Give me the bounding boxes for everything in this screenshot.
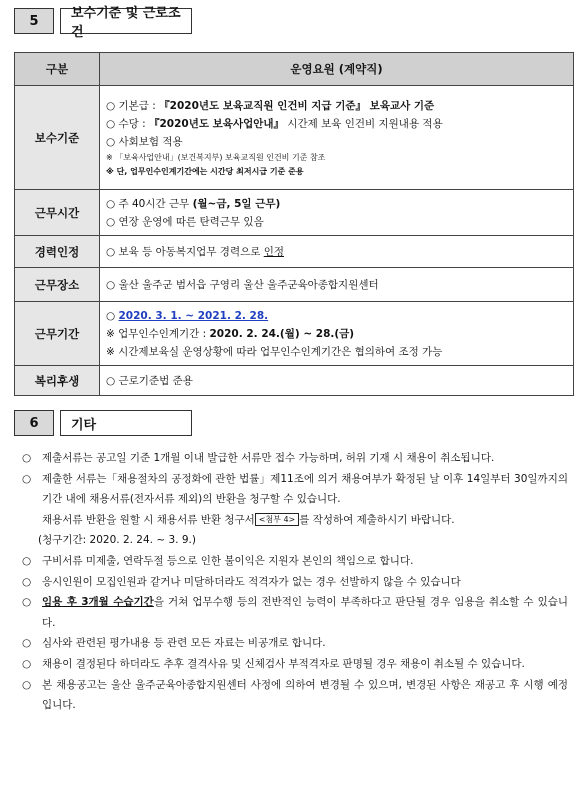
pay-line-2-prefix: ○ 수당 : (106, 117, 149, 130)
row-body-career (100, 236, 574, 268)
section-6-title: 기타 (60, 410, 192, 436)
period-line-3: ※ 시간제보육실 운영상황에 따라 업무인수인계기간은 협의하여 조정 가능 (106, 345, 443, 358)
pay-line-2 (106, 115, 567, 133)
place-line-1: ○ 울산 울주군 범서읍 구영리 울산 울주군육아종합지원센터 (106, 278, 379, 291)
row-label-period: 근무기간 (15, 302, 100, 366)
row-label-pay: 보수기준 (15, 86, 100, 190)
pay-line-3: ○ 사회보험 적용 (106, 135, 183, 148)
table-row (15, 190, 574, 236)
row-body-pay (100, 86, 574, 190)
attachment-4-label: <첨부 4> (255, 513, 300, 526)
row-body-place (100, 268, 574, 302)
note-return-request (22, 510, 568, 531)
header-role: 운영요원 (계약직) (100, 53, 574, 86)
note-announcement-change: 본 채용공고는 울산 울주군육아종합지원센터 사정에 의하여 변경될 수 있으며, 변경된 사항은 재공고 후 시행 예정입니다. (42, 678, 568, 712)
pay-note-2: ※ 단, 업무인수인계기간에는 시간당 최저시급 기준 준용 (106, 166, 304, 176)
probation-rest: 을 거쳐 업무수행 등의 전반적인 능력이 부족하다고 판단될 경우 임용을 취소할 수 있습니다. (42, 596, 568, 629)
hours-line-1 (106, 195, 567, 213)
note-probation (42, 592, 568, 633)
career-line-1 (106, 243, 567, 261)
period-line-2-prefix: ※ 업무인수인계기간 : (106, 327, 210, 340)
table-row (15, 86, 574, 190)
row-body-hours (100, 190, 574, 236)
note-missing-documents: 구비서류 미제출, 연락두절 등으로 인한 불이익은 지원자 본인의 책임으로 합니다. (42, 554, 414, 567)
note-disqualification: 채용이 결정된다 하더라도 추후 결격사유 및 신체검사 부적격자로 판명될 경우 채용이 취소될 수 있습니다. (42, 657, 525, 670)
bullet-circle-icon: ○ (22, 554, 32, 567)
bullet-circle-icon: ○ (22, 678, 32, 691)
list-item (22, 592, 568, 633)
section-6-header (14, 410, 192, 436)
return-request-text: 채용서류 반환을 원할 시 채용서류 반환 청구서 (42, 513, 255, 526)
probation-period-bold: 임용 후 3개월 수습기간 (42, 596, 154, 609)
period-line-2 (106, 325, 567, 343)
row-body-period (100, 302, 574, 366)
career-line-1-underline: 인정 (263, 245, 285, 258)
bullet-circle-icon: ○ (22, 657, 32, 670)
pay-line-1 (106, 97, 567, 115)
note-no-qualified: 응시인원이 모집인원과 같거나 미달하더라도 적격자가 없는 경우 선발하지 않을 수 있습니다 (42, 575, 461, 588)
note-confidential: 심사와 관련된 평가내용 등 관련 모든 자료는 비공개로 합니다. (42, 637, 326, 650)
bullet-circle-icon: ○ (22, 575, 32, 588)
period-line-2-bold: 2020. 2. 24.(월) ~ 28.(금) (209, 327, 355, 340)
row-body-welfare (100, 366, 574, 396)
note-documents-return: 제출한 서류는「채용절차의 공정화에 관한 법률」제11조에 의거 채용여부가 확정된 날 이후 14일부터 30일까지의 기간 내에 채용서류(전자서류 제외)의 반환을 청구할 수 있습니다. (42, 472, 568, 506)
period-line-1-prefix: ○ (106, 309, 119, 322)
row-label-hours: 근무시간 (15, 190, 100, 236)
bullet-circle-icon: ○ (22, 452, 32, 464)
conditions-table (14, 52, 574, 396)
list-item (22, 551, 568, 572)
misc-notes-list (22, 448, 568, 716)
welfare-line-1: ○ 근로기준법 준용 (106, 374, 193, 387)
period-line-1 (106, 307, 567, 325)
bullet-circle-icon: ○ (22, 596, 32, 609)
bullet-circle-icon: ○ (22, 637, 32, 650)
pay-line-1-bold: 『2020년도 보육교직원 인건비 지급 기준』 (159, 99, 367, 112)
pay-line-1-suffix: 보육교사 기준 (366, 99, 435, 112)
pay-line-1-prefix: ○ 기본급 : (106, 99, 160, 112)
header-category: 구분 (15, 53, 100, 86)
row-label-welfare: 복리후생 (15, 366, 100, 396)
section-5-header (14, 6, 192, 40)
table-row (15, 302, 574, 366)
list-item (22, 654, 568, 675)
table-row (15, 268, 574, 302)
hours-line-1-prefix: ○ 주 40시간 근무 (106, 197, 193, 210)
section-6-number: 6 (14, 410, 54, 436)
hours-line-2: ○ 연장 운영에 따른 탄력근무 있음 (106, 215, 264, 228)
section-5-number: 5 (14, 8, 54, 34)
pay-note-1: ※ 「보육사업안내」(보건복지부) 보육교직원 인건비 기준 참조 (106, 152, 326, 162)
row-label-place: 근무장소 (15, 268, 100, 302)
table-row (15, 366, 574, 396)
section-5-title: 보수기준 및 근로조건 (60, 8, 192, 34)
career-line-1-prefix: ○ 보육 등 아동복지업무 경력으로 (106, 245, 264, 258)
pay-line-2-bold: 『2020년도 보육사업안내』 (149, 117, 285, 130)
bullet-circle-icon: ○ (22, 472, 32, 485)
list-item (22, 633, 568, 654)
row-label-career: 경력인정 (15, 236, 100, 268)
period-date-range: 2020. 3. 1. ~ 2021. 2. 28. (118, 309, 269, 322)
list-item (22, 469, 568, 510)
pay-line-2-suffix: 시간제 보육 인건비 지원내용 적용 (284, 117, 443, 130)
note-request-period: (청구기간: 2020. 2. 24. ~ 3. 9.) (38, 534, 196, 547)
return-request-text-end: 를 작성하여 제출하시기 바랍니다. (299, 513, 455, 526)
table-header-row (15, 53, 574, 86)
list-item (22, 675, 568, 716)
note-documents-validity: 제출서류는 공고일 기준 1개월 이내 발급한 서류만 접수 가능하며, 허위 기재 시 채용이 취소됩니다. (42, 452, 495, 464)
table-row (15, 236, 574, 268)
list-item (22, 448, 568, 469)
list-item (22, 572, 568, 593)
hours-line-1-bold: (월~금, 5일 근무) (192, 197, 281, 210)
